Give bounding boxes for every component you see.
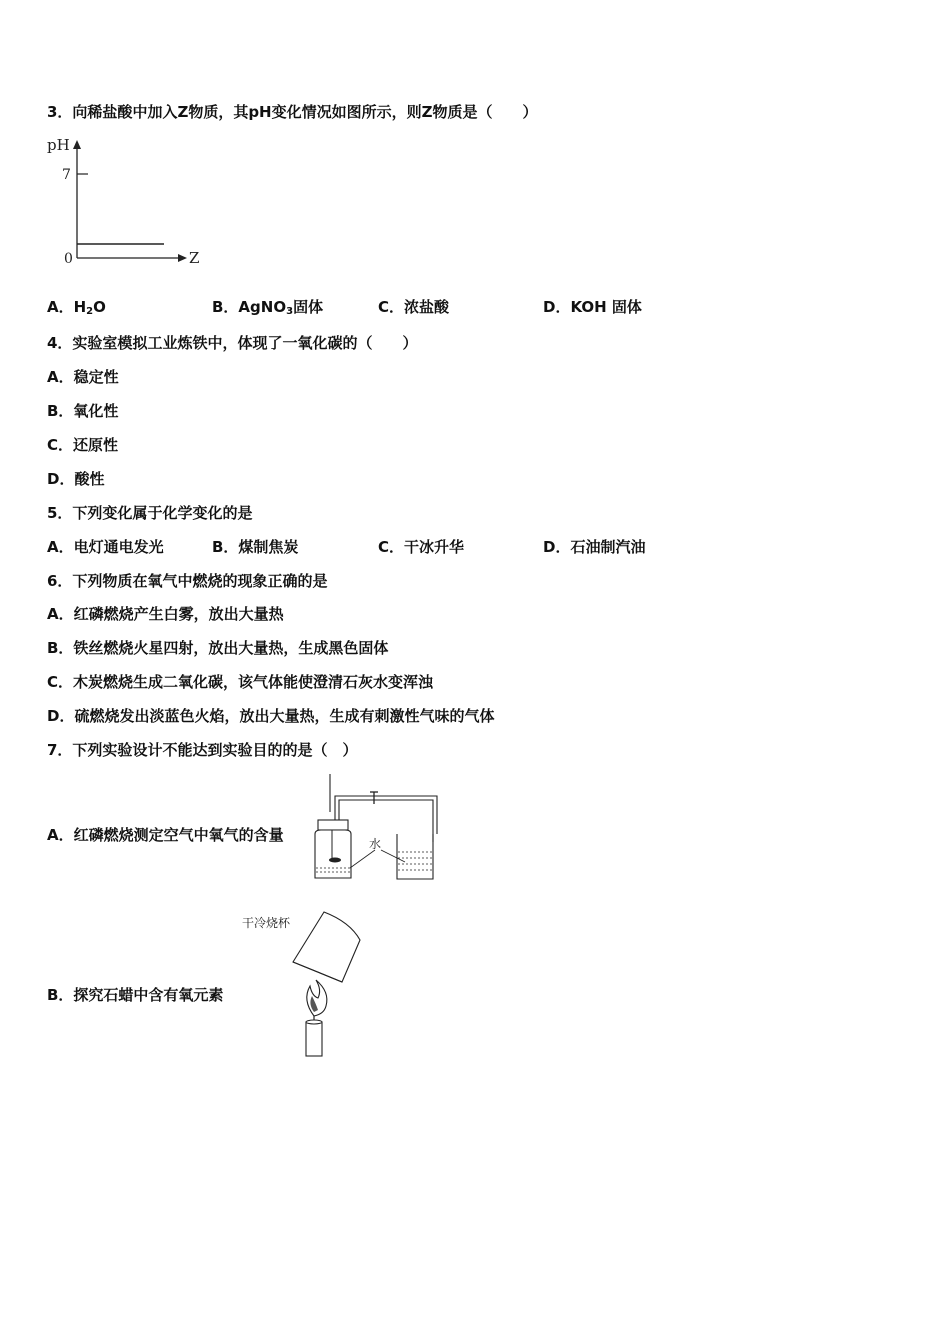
q3-ph-graph — [40, 132, 215, 272]
q7-option-a: A．红磷燃烧测定空气中氧气的含量 — [47, 826, 284, 844]
q3-option-b: B．AgNO$_3$固体 — [212, 298, 324, 317]
q6-option-d: D．硫燃烧发出淡蓝色火焰，放出大量热，生成有刺激性气味的气体 — [47, 707, 495, 725]
q7-a-apparatus — [305, 772, 445, 884]
water-label: 水 — [369, 837, 382, 851]
q5-option-b: B．煤制焦炭 — [212, 538, 299, 556]
q7-b-apparatus — [238, 906, 368, 1060]
q3-option-c: C．浓盐酸 — [378, 298, 450, 316]
q6-option-a: A．红磷燃烧产生白雾，放出大量热 — [47, 605, 284, 623]
q4-stem: 4．实验室模拟工业炼铁中，体现了一氧化碳的（ ） — [47, 334, 418, 352]
q6-option-c: C．木炭燃烧生成二氧化碳，该气体能使澄清石灰水变浑浊 — [47, 673, 434, 691]
q4-option-a: A．稳定性 — [47, 368, 119, 386]
q7-stem: 7．下列实验设计不能达到实验目的的是（ ） — [47, 741, 358, 759]
q6-stem: 6．下列物质在氧气中燃烧的现象正确的是 — [47, 572, 328, 590]
q5-option-d: D．石油制汽油 — [543, 538, 646, 556]
q3-option-d: D．KOH 固体 — [543, 298, 642, 316]
q5-option-c: C．干冰升华 — [378, 538, 465, 556]
q3-option-a: A．$H_2O$ — [47, 298, 106, 317]
x-axis-label: Z — [189, 249, 200, 267]
q7-option-b: B．探究石蜡中含有氧元素 — [47, 986, 224, 1004]
q5-option-a: A．电灯通电发光 — [47, 538, 164, 556]
q4-option-b: B．氧化性 — [47, 402, 119, 420]
q4-option-c: C．还原性 — [47, 436, 119, 454]
q6-option-b: B．铁丝燃烧火星四射，放出大量热，生成黑色固体 — [47, 639, 389, 657]
cold-beaker-label: 干冷烧杯 — [242, 916, 291, 930]
q3-stem: 3．向稀盐酸中加入Z物质，其pH变化情况如图所示，则Z物质是（ ） — [47, 103, 538, 121]
q5-stem: 5．下列变化属于化学变化的是 — [47, 504, 253, 522]
q4-option-d: D．酸性 — [47, 470, 105, 488]
y-axis-label: pH — [47, 136, 70, 154]
origin-label: 0 — [64, 251, 73, 267]
y-tick-7: 7 — [62, 167, 71, 183]
